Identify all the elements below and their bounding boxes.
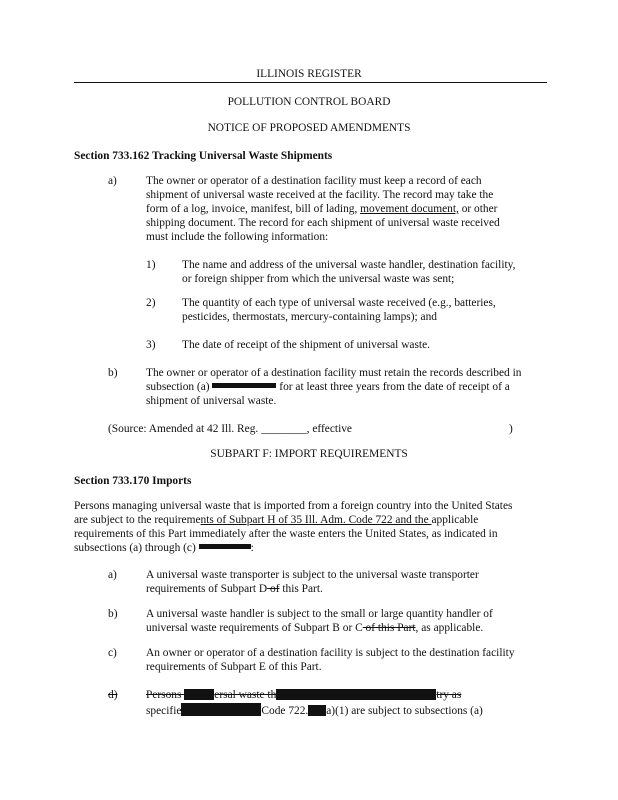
import-item-label: d) [108, 689, 118, 701]
import-item-label: c) [108, 647, 117, 659]
list-item: or foreign shipper from which the universal waste was sent; [182, 273, 455, 285]
subpart-title: SUBPART F: IMPORT REQUIREMENTS [210, 448, 408, 460]
item-number: 1) [146, 259, 156, 271]
struck-text: of this Part [362, 622, 416, 634]
subsection-b-line: shipment of universal waste. [146, 395, 277, 407]
subsection-b-line: subsection (a) for at least three years from the date of receipt of a [146, 381, 510, 393]
redaction-mark [199, 544, 251, 549]
item-number: 3) [146, 339, 156, 351]
redaction-mark [181, 703, 261, 716]
redaction-mark [276, 689, 436, 700]
redaction-mark [308, 705, 326, 716]
intro-line: Persons managing universal waste that is imported from a foreign country into the United States [74, 500, 513, 512]
import-item-line: requirements of Subpart D of this Part. [146, 583, 323, 595]
struck-line: Persons ersal waste th try as [146, 689, 462, 701]
item-number: 2) [146, 297, 156, 309]
import-item-label: a) [108, 569, 117, 581]
register-title: ILLINOIS REGISTER [256, 68, 362, 80]
source-note-close: ) [509, 423, 513, 435]
list-item: The quantity of each type of universal waste received (e.g., batteries, [182, 297, 496, 309]
agency-title: POLLUTION CONTROL BOARD [227, 96, 391, 108]
import-item-line: A universal waste handler is subject to the small or large quantity handler of [146, 608, 493, 620]
intro-line: requirements of this Part immediately after the waste enters the United States, as indicated in [74, 528, 498, 540]
import-item-line: An owner or operator of a destination facility is subject to the destination facility [146, 647, 515, 659]
header-rule [74, 82, 547, 83]
struck-text: of [267, 583, 280, 595]
import-item-label: b) [108, 608, 118, 620]
list-item: pesticides, thermostats, mercury-containing lamps); and [182, 311, 437, 323]
redaction-mark [184, 689, 214, 700]
subsection-a-line: form of a log, invoice, manifest, bill of lading, movement document, or other [146, 203, 498, 215]
redaction-mark [212, 383, 276, 388]
subsection-b-line: The owner or operator of a destination facility must retain the records described in [146, 367, 522, 379]
list-item: The name and address of the universal waste handler, destination facility, [182, 259, 516, 271]
source-note: (Source: Amended at 42 Ill. Reg. ________, effective [108, 423, 352, 435]
intro-line: subsections (a) through (c) : [74, 542, 254, 554]
import-item-line: A universal waste transporter is subject to the universal waste transporter [146, 569, 479, 581]
struck-line: specifie Code 722. a)(1) are subject to subsections (a) [146, 705, 483, 717]
import-item-line: universal waste requirements of Subpart B or C of this Part, as applicable. [146, 622, 484, 634]
subsection-a-line: The owner or operator of a destination facility must keep a record of each [146, 175, 482, 187]
subsection-a-line: shipment of universal waste received at the facility. The record may take the [146, 189, 494, 201]
inserted-text: nts of Subpart H of 35 Ill. Adm. Code 722 and the [200, 514, 432, 526]
subsection-a-label: a) [108, 175, 117, 187]
import-item-line: requirements of Subpart E of this Part. [146, 661, 322, 673]
section-162-heading: Section 733.162 Tracking Universal Waste Shipments [74, 150, 333, 162]
section-170-heading: Section 733.170 Imports [74, 475, 192, 487]
list-item: The date of receipt of the shipment of universal waste. [182, 339, 430, 351]
notice-title: NOTICE OF PROPOSED AMENDMENTS [207, 122, 411, 134]
intro-line: are subject to the requirements of Subpart H of 35 Ill. Adm. Code 722 and the applicable [74, 514, 479, 526]
subsection-a-line: shipping document. The record for each shipment of universal waste received [146, 217, 500, 229]
inserted-text: movement document, [360, 203, 459, 215]
subsection-b-label: b) [108, 367, 118, 379]
subsection-a-line: must include the following information: [146, 231, 329, 243]
